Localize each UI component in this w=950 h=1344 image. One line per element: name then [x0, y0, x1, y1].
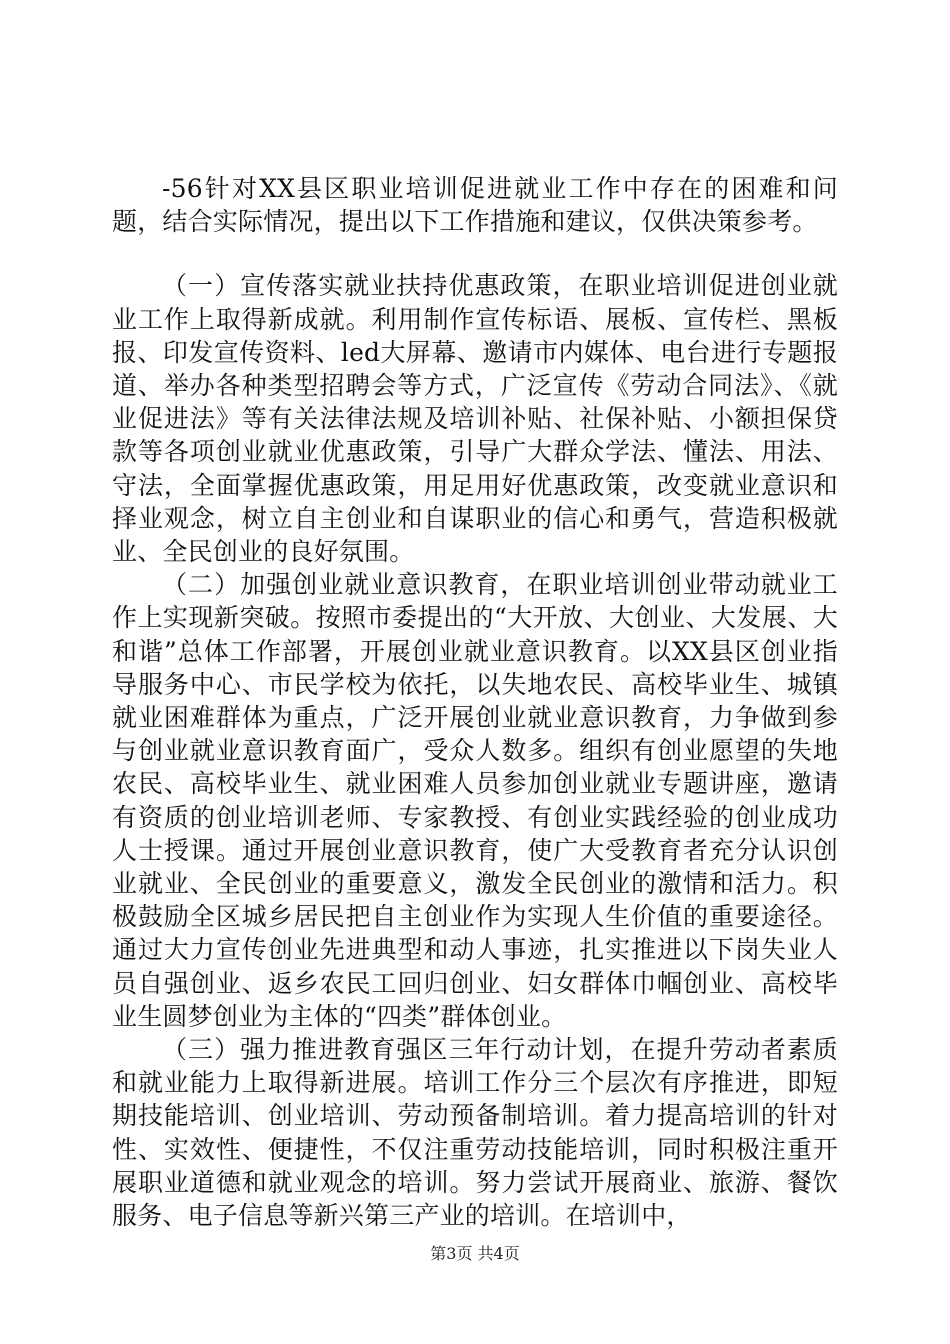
paragraph-section-3: （三）强力推进教育强区三年行动计划，在提升劳动者素质和就业能力上取得新进展。培训工作分三个层次有序推进，即短期技能培训、创业培训、劳动预备制培训。着力提高培训的针对性、实效性、便捷性，不仅注重劳动技能培训，同时积极注重开展职业道德和就业观念的培训。努力尝试开展商业、旅游、餐饮服务、电子信息等新兴第三产业的培训。在培训中， — [112, 1035, 838, 1231]
page-footer: 第3页 共4页 — [430, 1244, 520, 1263]
paragraph-intro: -56针对XX县区职业培训促进就业工作中存在的困难和问题，结合实际情况，提出以下工作措施和建议，仅供决策参考。 — [112, 174, 838, 237]
paragraph-section-2: （二）加强创业就业意识教育，在职业培训创业带动就业工作上实现新突破。按照市委提出的“大开放、大创业、大发展、大和谐”总体工作部署，开展创业就业意识教育。以XX县区创业指导服务中心、市民学校为依托，以失地农民、高校毕业生、城镇就业困难群体为重点，广泛开展创业就业意识教育，力争做到参与创业就业意识教育面广，受众人数多。组织有创业愿望的失地农民、高校毕业生、就业困难人员参加创业就业专题讲座，邀请有资质的创业培训老师、专家教授、有创业实践经验的创业成功人士授课。通过开展创业意识教育，使广大受教育者充分认识创业就业、全民创业的重要意义，激发全民创业的激情和活力。积极鼓励全区城乡居民把自主创业作为实现人生价值的重要途径。通过大力宣传创业先进典型和动人事迹，扎实推进以下岗失业人员自强创业、返乡农民工回归创业、妇女群体巾帼创业、高校毕业生圆梦创业为主体的“四类”群体创业。 — [112, 570, 838, 1031]
paragraph-section-1: （一）宣传落实就业扶持优惠政策，在职业培训促进创业就业工作上取得新成就。利用制作宣传标语、展板、宣传栏、黑板报、印发宣传资料、led大屏幕、邀请市内媒体、电台进行专题报道、举办各种类型招聘会等方式，广泛宣传《劳动合同法》、《就业促进法》等有关法律法规及培训补贴、社保补贴、小额担保贷款等各项创业就业优惠政策，引导广大群众学法、懂法、用法、守法，全面掌握优惠政策，用足用好优惠政策，改变就业意识和择业观念，树立自主创业和自谋职业的信心和勇气，营造积极就业、全民创业的良好氛围。 — [112, 271, 838, 567]
document-body — [112, 172, 838, 1232]
